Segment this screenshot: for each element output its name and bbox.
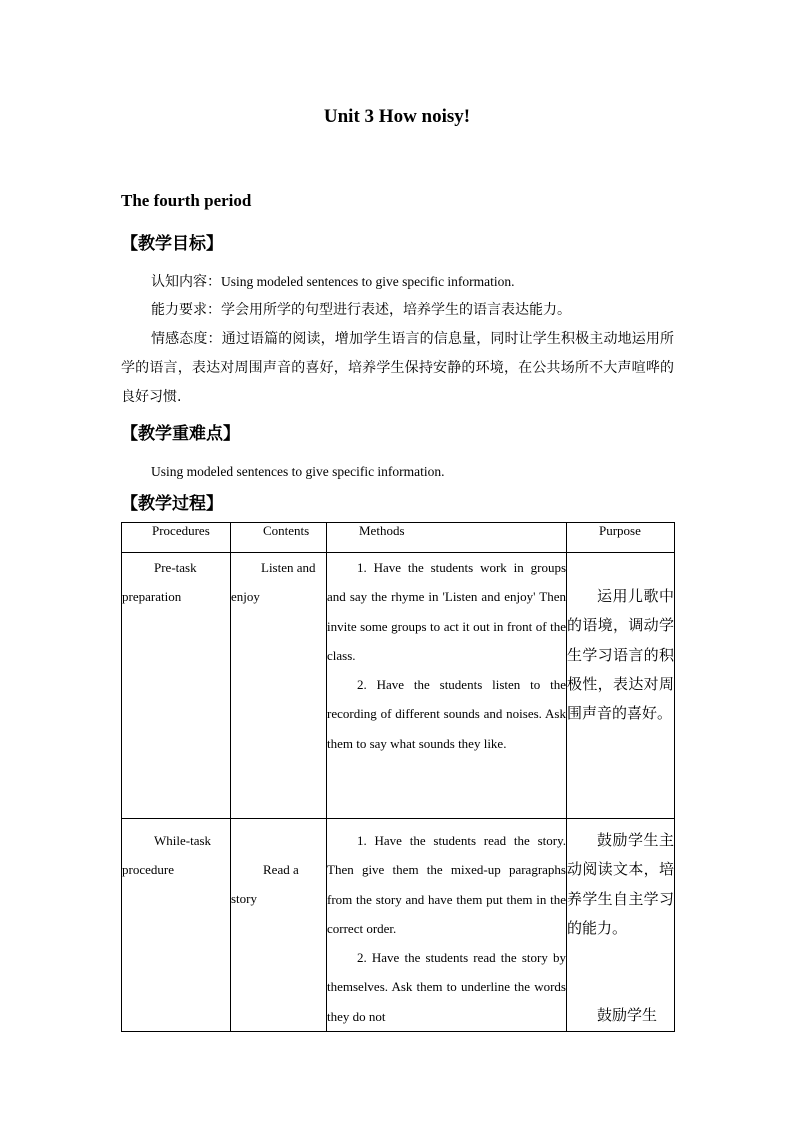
- objective-cognitive: [121, 267, 674, 297]
- table-header-row: [122, 523, 675, 553]
- cognitive-label: 认知内容：: [151, 274, 221, 290]
- method-item: 2. Have the students listen to the recording of different sounds and noises. Ask them to say what sounds they like.: [327, 677, 566, 751]
- purpose-text: 运用儿歌中的语境，调动学生学习语言的积极性，表达对周围声音的喜好。: [567, 587, 674, 723]
- procedure-cell: While-task procedure: [122, 819, 231, 1032]
- page-title: Unit 3 How noisy!: [323, 106, 471, 127]
- header-procedures: Procedures: [122, 523, 231, 553]
- header-methods: Methods: [327, 523, 567, 553]
- purpose-cell: [567, 819, 675, 1032]
- methods-cell: [327, 819, 567, 1032]
- keypoints-text: [121, 457, 674, 487]
- content-cell: Listen and enjoy: [231, 553, 327, 819]
- keypoints-latin: Using modeled sentences to give specific information.: [151, 464, 445, 479]
- table-row: [122, 553, 675, 819]
- cognitive-text: Using modeled sentences to give specific information.: [221, 274, 515, 289]
- table-row: [122, 819, 675, 1032]
- purpose-text: 鼓励学生主动阅读文本，培养学生自主学习的能力。: [567, 831, 674, 937]
- section-keypoints-heading: 【教学重难点】: [121, 424, 240, 444]
- objective-ability: 能力要求：学会用所学的句型进行表述，培养学生的语言表达能力。: [151, 302, 571, 318]
- purpose-text: 鼓励学生: [597, 1006, 658, 1025]
- procedure-cell: Pre-task preparation: [122, 553, 231, 819]
- header-contents: Contents: [231, 523, 327, 553]
- teaching-process-table: [121, 522, 675, 1032]
- header-purpose: Purpose: [567, 523, 675, 553]
- period-heading: The fourth period: [121, 191, 252, 210]
- objective-emotion: 情感态度：通过语篇的阅读，增加学生语言的信息量，同时让学生积极主动地运用所学的语言，表达对周围声音的喜好，培养学生保持安静的环境，在公共场所不大声喧哗的良好习惯.: [121, 331, 674, 405]
- method-item: 1. Have the students work in groups and say the rhyme in 'Listen and enjoy' Then invite some groups to act it out in front of the class.: [327, 560, 566, 663]
- content-cell: Read a story: [231, 819, 327, 1032]
- section-objectives-heading: 【教学目标】: [121, 234, 223, 254]
- purpose-cell: [567, 553, 675, 819]
- method-item: 1. Have the students read the story. Then give them the mixed-up paragraphs from the story and have them put them in the correct order.: [327, 833, 566, 936]
- methods-cell: [327, 553, 567, 819]
- section-process-heading: 【教学过程】: [121, 494, 223, 514]
- method-item: 2. Have the students read the story by themselves. Ask them to underline the words they do not: [327, 950, 566, 1024]
